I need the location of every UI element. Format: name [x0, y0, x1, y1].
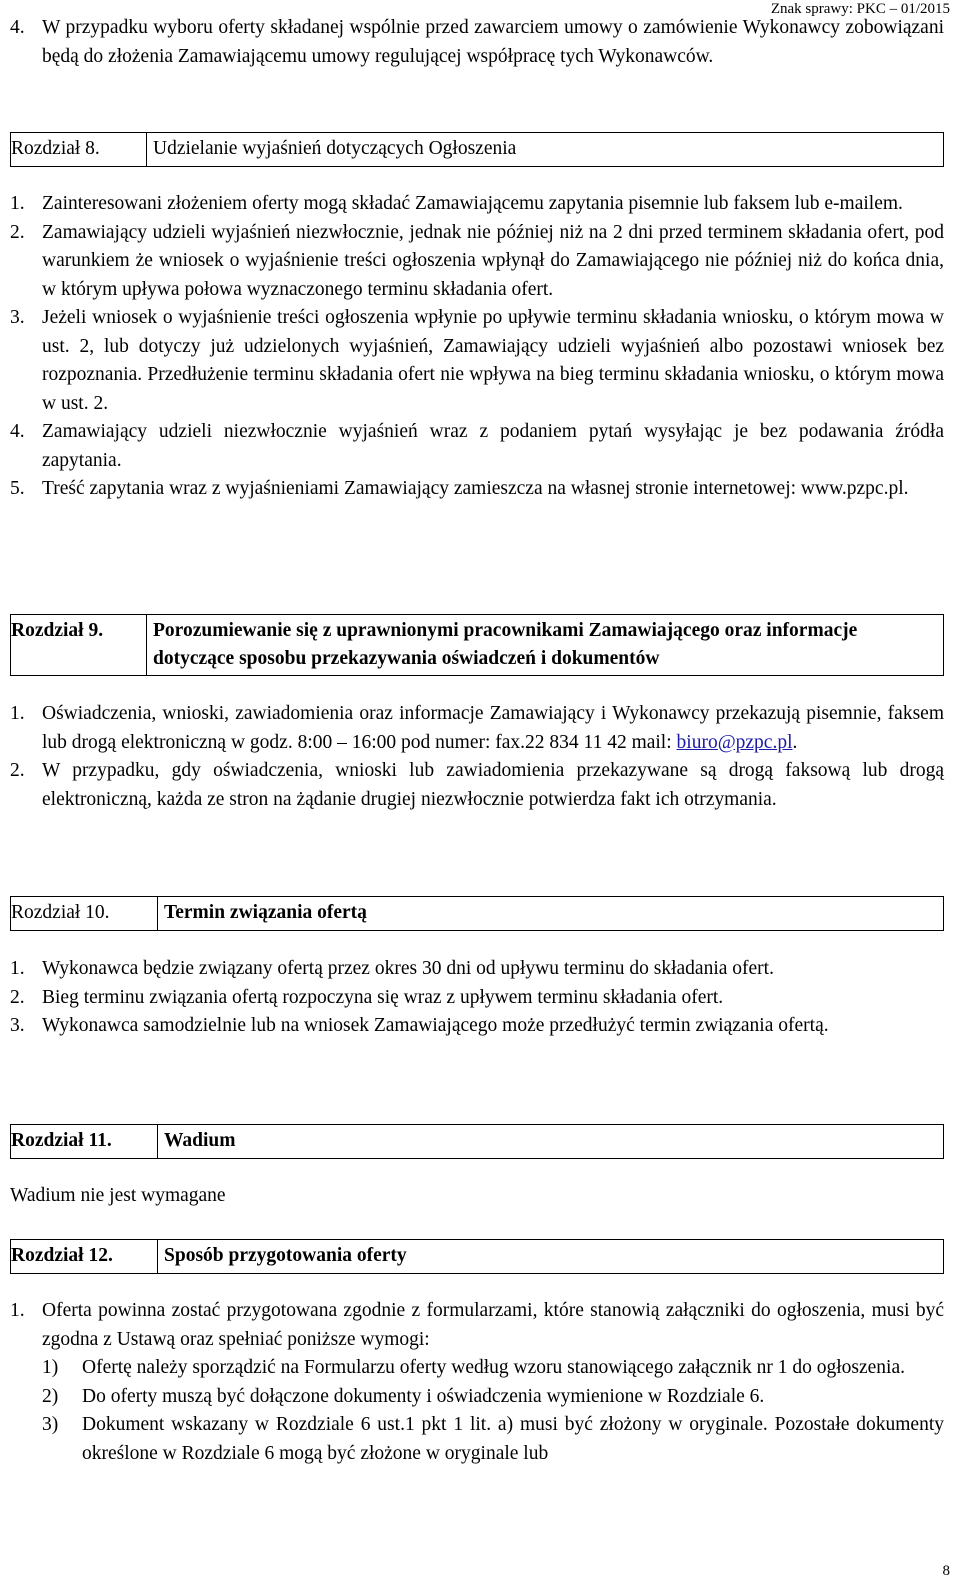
item-number: 3.	[10, 1015, 25, 1036]
list-item	[10, 475, 944, 504]
case-reference: Znak sprawy: PKC – 01/2015	[770, 1, 950, 17]
item-number: 1.	[10, 193, 25, 214]
item-text: Zainteresowani złożeniem oferty mogą składać Zamawiającemu zapytania pisemnie lub faksem lub e-mailem.	[42, 193, 903, 214]
chapter-10-list	[10, 955, 944, 1041]
item-number: 4.	[10, 421, 25, 442]
list-item	[10, 1297, 944, 1354]
list-item	[10, 955, 944, 984]
item-number: 1.	[10, 958, 25, 979]
chapter-9-header	[10, 614, 944, 676]
sub-list-item	[10, 1354, 944, 1383]
item-text	[42, 700, 944, 757]
chapter-12-list	[10, 1297, 944, 1468]
item-number: 1.	[10, 703, 25, 724]
chapter-9-list	[10, 700, 944, 814]
item-text: Treść zapytania wraz z wyjaśnieniami Zamawiający zamieszcza na własnej stronie internetowej: www.pzpc.pl.	[42, 478, 909, 499]
item-number: 2.	[10, 986, 25, 1008]
item-text: Dokument wskazany w Rozdziale 6 ust.1 pkt 1 lit. a) musi być złożony w oryginale. Pozostałe dokumenty określone w Rozdziale 6 mogą być złożone w oryginale lub	[82, 1414, 944, 1464]
list-item	[10, 304, 944, 418]
item-text: Bieg terminu związania ofertą rozpoczyna się wraz z upływem terminu składania ofert.	[42, 986, 724, 1008]
chapter-title: Udzielanie wyjaśnień dotyczących Ogłoszenia	[153, 138, 517, 159]
list-item	[10, 984, 944, 1013]
chapter-title: Termin związania ofertą	[164, 902, 367, 923]
item-number: 3.	[10, 307, 25, 328]
chapter-title: Porozumiewanie się z uprawnionymi pracownikami Zamawiającego oraz informacje dotyczące sposobu przekazywania oświadczeń i dokumentów	[153, 620, 858, 669]
chapter-label: Rozdział 12.	[11, 1240, 158, 1273]
item-number: 3)	[42, 1414, 59, 1435]
email-link[interactable]: biuro@pzpc.pl	[676, 731, 793, 753]
list-item	[10, 757, 944, 814]
item-text-end: .	[792, 731, 798, 753]
list-item	[10, 219, 944, 305]
wadium-text: Wadium nie jest wymagane	[10, 1185, 226, 1206]
list-item	[10, 1012, 944, 1041]
item-number: 2)	[42, 1385, 59, 1407]
item-text: Zamawiający udzieli niezwłocznie wyjaśnień wraz z podaniem pytań wysyłając je bez podawania źródła zapytania.	[42, 421, 944, 471]
item-text: Oferta powinna zostać przygotowana zgodnie z formularzami, które stanowią załączniki do ogłoszenia, musi być zgodna z Ustawą oraz spełniać poniższe wymogi:	[42, 1300, 944, 1350]
chapter-label: Rozdział 10.	[11, 897, 158, 930]
item-number: 4.	[10, 17, 25, 38]
item-text-body: Oświadczenia, wnioski, zawiadomienia oraz informacje Zamawiający i Wykonawcy przekazują pisemnie, faksem lub drogą elektroniczną w godz. 8:00 – 16:00 pod numer: fax.22 834 11 42 mail:	[42, 703, 944, 753]
sub-list-item	[10, 1411, 944, 1468]
chapter-12-header	[10, 1239, 944, 1274]
item-text: Jeżeli wniosek o wyjaśnienie treści ogłoszenia wpłynie po upływie terminu składania wniosku, o którym mowa w ust. 2, lub dotyczy już udzielonych wyjaśnień, Zamawiający udzieli wyjaśnień albo pozostawi wniosek bez rozpoznania. Przedłużenie terminu składania ofert nie wpływa na bieg terminu składania wniosku, o którym mowa w ust. 2.	[42, 307, 944, 414]
chapter-title: Sposób przygotowania oferty	[164, 1245, 407, 1266]
chapter-8-list	[10, 190, 944, 504]
chapter-title: Wadium	[164, 1130, 236, 1151]
item-text: W przypadku wyboru oferty składanej wspólnie przed zawarciem umowy o zamówienie Wykonawcy zobowiązani będą do złożenia Zamawiającemu umowy regulującej współpracę tych Wykonawców.	[42, 17, 944, 67]
item-number: 1.	[10, 1300, 25, 1321]
item-text: W przypadku, gdy oświadczenia, wnioski lub zawiadomienia przekazywane są drogą faksową lub drogą elektroniczną, każda ze stron na żądanie drugiej niezwłocznie potwierdza fakt ich otrzymania.	[42, 760, 944, 810]
list-item	[10, 14, 944, 71]
item-number: 2.	[10, 221, 25, 243]
chapter-label: Rozdział 11.	[11, 1125, 158, 1158]
sub-list-item	[10, 1383, 944, 1412]
chapter-label: Rozdział 9.	[11, 615, 147, 675]
chapter-10-header	[10, 896, 944, 931]
item-text: Wykonawca będzie związany ofertą przez okres 30 dni od upływu terminu do składania ofert.	[42, 958, 774, 979]
item-number: 1)	[42, 1357, 59, 1378]
item-text: Do oferty muszą być dołączone dokumenty i oświadczenia wymienione w Rozdziale 6.	[82, 1385, 765, 1407]
list-item	[10, 190, 944, 219]
chapter-8-header	[10, 132, 944, 167]
item-text: Ofertę należy sporządzić na Formularzu oferty według wzoru stanowiącego załącznik nr 1 do ogłoszenia.	[82, 1357, 905, 1378]
chapter-11-header	[10, 1124, 944, 1159]
item-text: Wykonawca samodzielnie lub na wniosek Zamawiającego może przedłużyć termin związania ofertą.	[42, 1015, 829, 1036]
page-number: 8	[942, 1563, 950, 1579]
item-text: Zamawiający udzieli wyjaśnień niezwłocznie, jednak nie później niż na 2 dni przed terminem składania ofert, pod warunkiem że wniosek o wyjaśnienie treści ogłoszenia wpłynął do Zamawiającego nie później niż do końca dnia, w którym upływa połowa wyznaczonego terminu składania ofert.	[42, 221, 944, 300]
list-item	[10, 418, 944, 475]
chapter-label: Rozdział 8.	[11, 133, 147, 166]
list-item	[10, 700, 944, 757]
item-number: 5.	[10, 478, 25, 499]
item-number: 2.	[10, 760, 25, 781]
